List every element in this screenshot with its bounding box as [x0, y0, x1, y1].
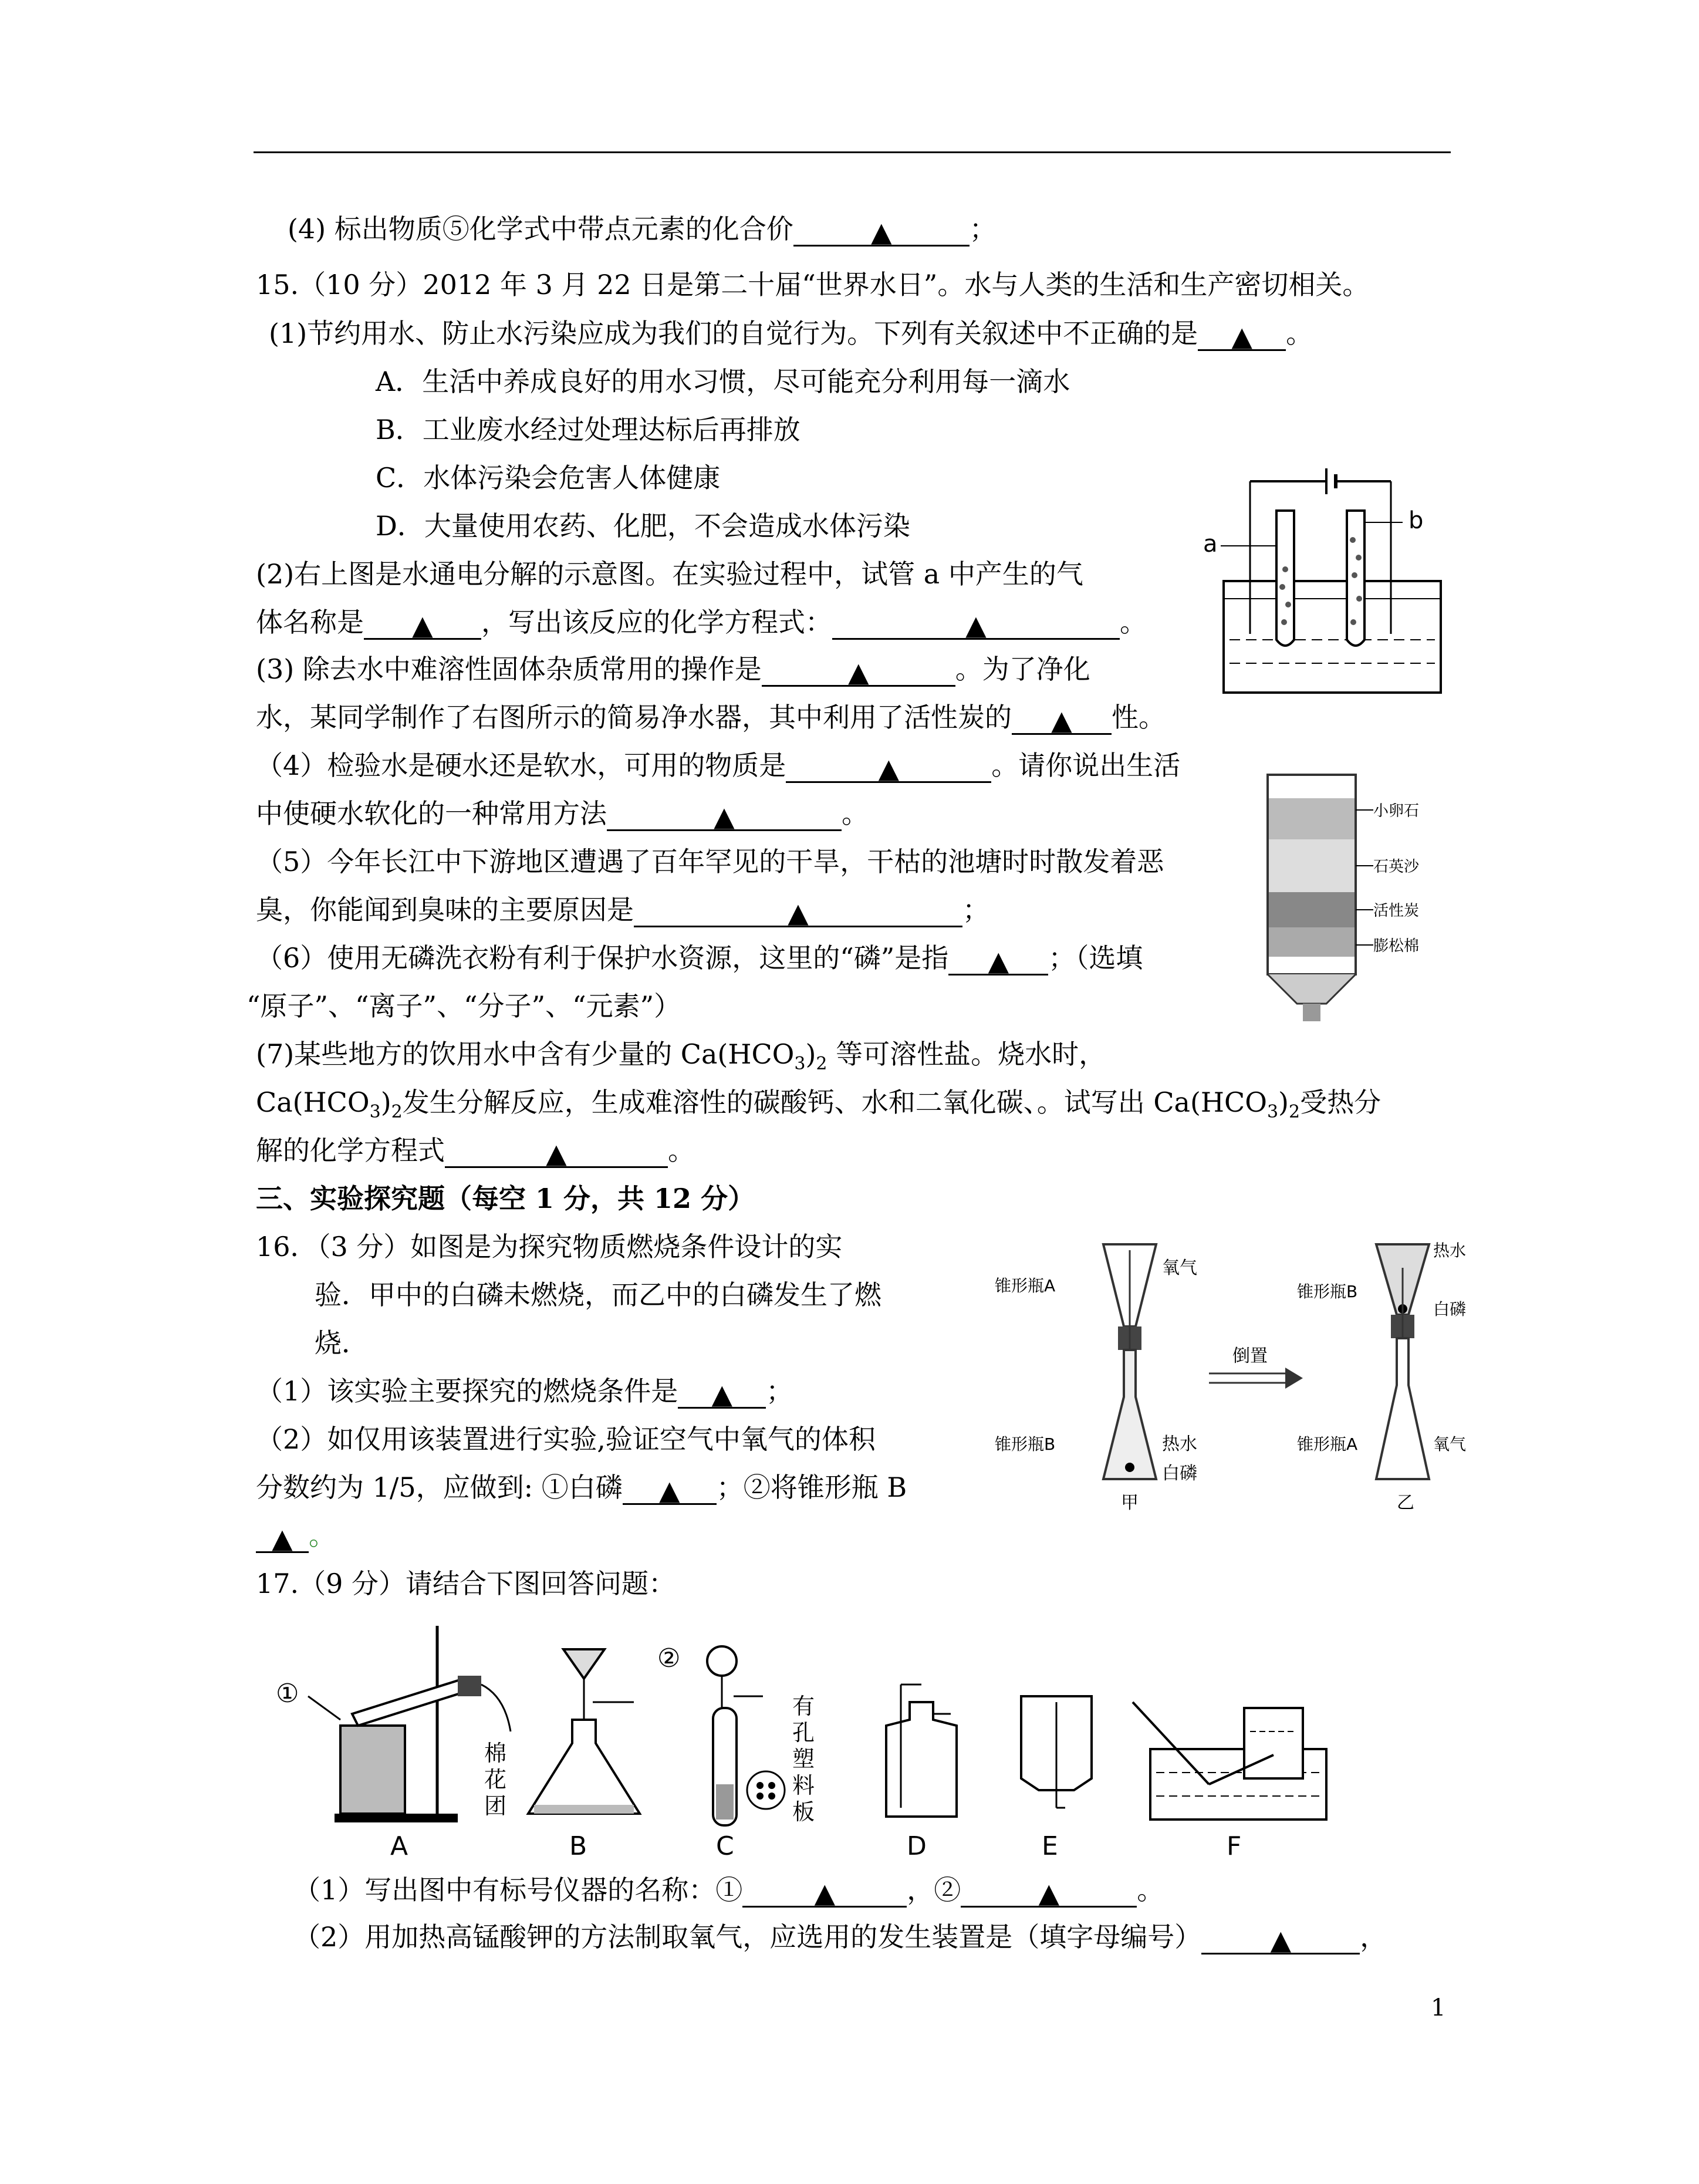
- caption-a: A: [390, 1831, 408, 1861]
- answer-blank: ▲: [961, 1875, 1137, 1908]
- answer-blank: ▲: [364, 607, 481, 640]
- q15-part6-line2: “原子”、“离子”、“分子”、“元素”）: [246, 990, 681, 1022]
- q15-part4-line2: 中使硬水软化的一种常用方法 ▲ 。: [256, 798, 869, 832]
- page-number: 1: [1431, 1994, 1446, 2021]
- q16-stem-line1: 16．（3 分）如图是为探究物质燃烧条件设计的实: [256, 1231, 843, 1263]
- answer-blank: ▲: [1012, 703, 1112, 735]
- marker-1: ①: [276, 1679, 299, 1709]
- answer-blank: ▲: [1201, 1922, 1360, 1955]
- q16-part1: （1）该实验主要探究的燃烧条件是 ▲ ；: [256, 1375, 793, 1410]
- plate-label-5: 板: [792, 1799, 815, 1825]
- q16-stem-line3: 烧．: [315, 1327, 369, 1359]
- q16-part2-line2: 分数约为 1/5，应做到: ①白磷 ▲ ；②将锥形瓶 B: [256, 1471, 907, 1506]
- left-flask-a-label: 锥形瓶A: [995, 1276, 1056, 1295]
- q16-stem-line2: 验．甲中的白磷未燃烧，而乙中的白磷发生了燃: [315, 1279, 881, 1311]
- q15-part6-line1: （6）使用无磷洗衣粉有利于保护水资源，这里的“磷”是指 ▲ ；（选填: [256, 942, 1143, 977]
- answer-blank: ▲: [762, 654, 955, 687]
- filter-layer-pebbles: 小卵石: [1373, 802, 1420, 820]
- left-flask-b-label: 锥形瓶B: [995, 1434, 1056, 1454]
- combustion-figure: [992, 1233, 1467, 1550]
- q15-part7-line1: (7)某些地方的饮用水中含有少量的 $Ca(HCO_3)_2$ 等可溶性盐。烧水时，: [256, 1038, 1106, 1074]
- q16-part2-line3: ▲ 。: [256, 1518, 336, 1553]
- marker-2: ②: [657, 1643, 681, 1673]
- left-caption: 甲: [1121, 1493, 1139, 1513]
- q15-option-d: D．大量使用农药、化肥，不会造成水体污染: [376, 510, 910, 542]
- cotton-label-3: 团: [484, 1793, 507, 1819]
- right-flask-b-label: 锥形瓶B: [1297, 1282, 1358, 1301]
- q15-part5-line1: （5）今年长江中下游地区遭遇了百年罕见的干旱，干枯的池塘时时散发着恶: [256, 846, 1164, 877]
- electrolysis-figure: [1203, 446, 1455, 704]
- q17-part1: （1）写出图中有标号仪器的名称：① ▲ ，② ▲ 。: [293, 1874, 1164, 1909]
- filter-layer-cotton: 膨松棉: [1373, 937, 1420, 955]
- left-oxygen-label: 氧气: [1162, 1258, 1197, 1278]
- left-hot-water-label: 热水: [1162, 1434, 1197, 1454]
- q15-option-a: A．生活中养成良好的用水习惯，尽可能充分利用每一滴水: [376, 366, 1070, 397]
- caption-b: B: [569, 1831, 587, 1861]
- right-flask-a-label: 锥形瓶A: [1297, 1434, 1358, 1454]
- answer-blank: ▲: [623, 1473, 717, 1505]
- plate-label-4: 料: [792, 1773, 815, 1798]
- left-phosphorus-label: 白磷: [1162, 1463, 1197, 1484]
- right-phosphorus-label: 白磷: [1433, 1299, 1467, 1319]
- q15-option-c: C．水体污染会危害人体健康: [376, 462, 721, 494]
- q15-part3-line1: (3) 除去水中难溶性固体杂质常用的操作是 ▲ 。为了净化: [256, 653, 1090, 688]
- q15-part4-line1: （4）检验水是硬水还是软水，可用的物质是 ▲ 。请你说出生活: [256, 750, 1181, 784]
- section-3-title: 三、实验探究题（每空 1 分，共 12 分）: [256, 1183, 755, 1214]
- q15-part7-line3: 解的化学方程式 ▲ 。: [256, 1135, 695, 1169]
- answer-blank: ▲: [948, 943, 1048, 975]
- apparatus-figure: [276, 1614, 1362, 1861]
- answer-blank: ▲: [445, 1136, 668, 1168]
- cotton-label-1: 棉: [484, 1740, 507, 1766]
- right-oxygen-label: 氧气: [1433, 1434, 1467, 1454]
- cotton-label-2: 花: [484, 1767, 507, 1793]
- q15-option-b: B．工业废水经过处理达标后再排放: [376, 414, 800, 445]
- q14-part4: (4) 标出物质⑤化学式中带点元素的化合价 ▲ ；: [288, 213, 997, 248]
- q17-stem: 17.（9 分）请结合下图回答问题：: [256, 1568, 676, 1599]
- right-caption: 乙: [1397, 1493, 1414, 1513]
- label-b: b: [1408, 507, 1424, 534]
- filter-layer-sand: 石英沙: [1373, 858, 1420, 876]
- q16-part2-line1: （2）如仅用该装置进行实验,验证空气中氧气的体积: [256, 1423, 876, 1455]
- answer-blank: ▲: [634, 895, 962, 927]
- q15-part3-line2: 水，某同学制作了右图所示的简易净水器，其中利用了活性炭的 ▲ 性。: [256, 701, 1166, 736]
- q15-part1: (1)节约用水、防止水污染应成为我们的自觉行为。下列有关叙述中不正确的是 ▲ 。: [269, 318, 1313, 352]
- answer-blank: ▲: [1198, 319, 1286, 351]
- label-a: a: [1203, 531, 1218, 558]
- plate-label-2: 孔: [792, 1720, 815, 1746]
- answer-blank: ▲: [256, 1521, 309, 1553]
- caption-f: F: [1227, 1831, 1242, 1861]
- invert-arrow-label: 倒置: [1232, 1346, 1268, 1366]
- answer-blank: ▲: [832, 607, 1120, 640]
- filter-layer-carbon: 活性炭: [1373, 902, 1420, 920]
- answer-blank: ▲: [793, 214, 970, 247]
- caption-c: C: [716, 1831, 734, 1861]
- q15-part2-line1: (2)右上图是水通电分解的示意图。在实验过程中，试管 a 中产生的气: [256, 558, 1083, 590]
- caption-d: D: [907, 1831, 927, 1861]
- answer-blank: ▲: [786, 751, 991, 783]
- water-filter-figure: [1256, 769, 1450, 1027]
- header-rule: [254, 151, 1451, 153]
- caption-e: E: [1042, 1831, 1058, 1861]
- q17-part2: （2）用加热高锰酸钾的方法制取氧气，应选用的发生装置是（填字母编号） ▲ ，: [293, 1921, 1387, 1956]
- q15-part5-line2: 臭，你能闻到臭味的主要原因是 ▲ ；: [256, 894, 989, 929]
- q15-part7-line2: $Ca(HCO_3)_2$发生分解反应，生成难溶性的碳酸钙、水和二氧化碳、。试写出 $Ca(HCO_3)_2$受热分: [256, 1086, 1382, 1122]
- answer-blank: ▲: [742, 1875, 907, 1908]
- plate-label-3: 塑: [792, 1746, 815, 1772]
- right-hot-water-label: 热水: [1433, 1241, 1467, 1260]
- plate-label-1: 有: [792, 1693, 815, 1719]
- answer-blank: ▲: [607, 799, 842, 831]
- q15-stem: 15.（10 分）2012 年 3 月 22 日是第二十届“世界水日”。水与人类的生活和生产密切相关。: [256, 269, 1370, 301]
- answer-blank: ▲: [678, 1376, 766, 1409]
- q15-part2-line2: 体名称是 ▲ ，写出该反应的化学方程式： ▲ 。: [256, 606, 1147, 641]
